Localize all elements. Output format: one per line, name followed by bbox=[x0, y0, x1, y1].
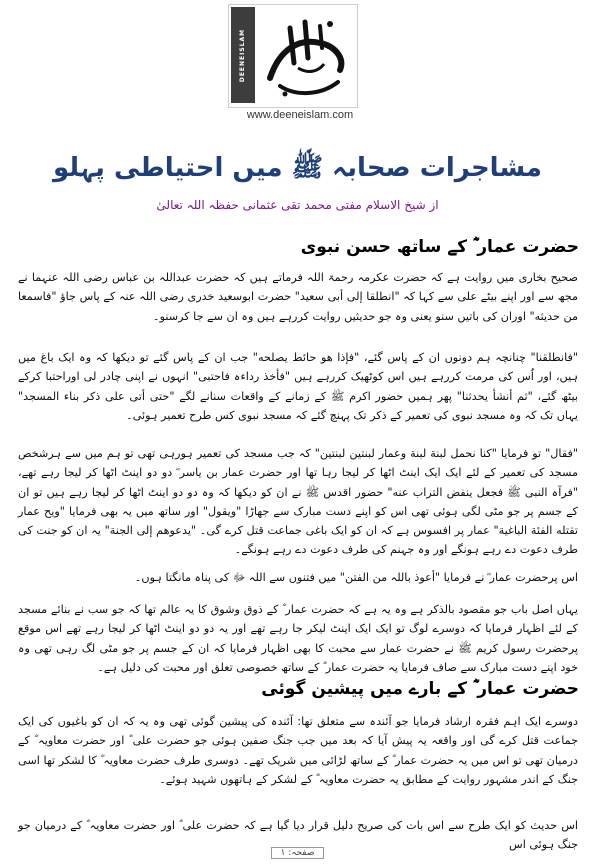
page-number bbox=[0, 848, 595, 858]
paragraph: صحیح بخاری میں روایت ہے کہ حضرت عکرمہ رحمۃ اللہ فرماتے ہیں کہ حضرت عبداللہ بن عباس رضی اللہ عنہما نے مجھ سے اور اپنے بیٹے علی سے کہا کہ "انطلقا إلی أبی سعید" حضرت ابوسعید خدری رضی اللہ عنہ کے پاس جاؤ "فاسمعا من حدیثه" اوران کی باتیں سنو یعنی وہ جو حدیثیں روایت کررہے ہیں وہ ان سے جا کرسنو۔ bbox=[18, 271, 578, 323]
logo-side-text: DEENEISLAM bbox=[239, 28, 247, 82]
section-heading-2: حضرت عمار ؓ کے بارے میں پیشین گوئی bbox=[261, 679, 579, 699]
paragraph: اس حدیث کو ایک طرح سے اس بات کی صریح دلیل قرار دیا گیا ہے کہ حضرت علی ؓ اور حضرت معاویہ ؓ کے درمیان جو جنگ ہوئی اس bbox=[18, 819, 578, 852]
logo-side-strip bbox=[231, 7, 255, 103]
site-url: www.deeneislam.com bbox=[246, 109, 354, 121]
article-title: مشاجرات صحابہ ﷺ میں احتیاطی پہلو bbox=[52, 153, 542, 183]
calligraphy-logo-icon bbox=[260, 8, 356, 102]
paragraph: "فقال" تو فرمایا "کنا نحمل لبنة لبنة وعمار لبنتین لبنتین" کہ جب مسجد کی تعمیر ہورہی تھی تو ہم میں سے ہرشخص مسجد کی تعمیر کے لئے ایک ایک اینٹ اٹھا کر لیجا رہا تھا اور حضرت عمار بن یاسر ؓ دو دو اینٹ اٹھا کر لیجا رہے تھے، "فرآہ النبی ﷺ فجعل ینفض التراب عنه" حضور اقدس ﷺ نے ان کو دیکھا کہ وہ دو دو اینٹ اٹھا کر لیجا رہے ہیں تو ان کے جسم پر جو مٹی لگی ہوئی تھی اس کو اپنے دست مبارک سے جھاڑا "ویقول" اور ساتھ میں یہ بھی فرمایا "ویح عمار تقتله الفئة الباغیة" عمار پر افسوس ہے کہ ان کو ایک باغی جماعت قتل کرے گی۔ "یدعوهم إلی الجنة" یہ ان کو جنت کی طرف دعوت دے رہے ہونگے اور وہ جہنم کی طرف دعوت دے رہے ہونگے۔ bbox=[18, 447, 578, 557]
paragraph: اس پرحضرت عمار ؓ نے فرمایا "أعوذ باللہ من الفتن" میں فتنوں سے اللہ ﷻ کی پناہ مانگتا ہوں۔ bbox=[134, 571, 578, 584]
site-logo bbox=[200, 2, 400, 122]
paragraph: "فانطلقنا" چنانچہ ہم دونوں ان کے پاس گئے، "فإذا هو حائط یصلحه" جب ان کے پاس گئے تو دیکھا کہ وہ ایک باغ میں ہیں، اور اُس کی مرمت کررہے ہیں اس کوٹھیک کررہے ہیں "فأخذ رداءہ فاحتبی" انہوں نے اپنی چادر لی اوراحتبا کرکے بیٹھ گئے، "ثم أنشأ یحدثنا" پھر ہمیں حضور اکرم ﷺ کے زمانے کے واقعات سنانے لگے "حتی أتی علی ذکر بناء المسجد" یہاں تک کہ وہ مسجد نبوی کی تعمیر کے ذکر تک پہنچ گئے کہ مسجد نبوی کس طرح تعمیر ہوئی۔ bbox=[18, 351, 578, 422]
paragraph: دوسرے ایک اہم فقرہ ارشاد فرمایا جو آئندہ سے متعلق تھا: آئندہ کی پیشین گوئی تھی وہ یہ کہ ان کو باغیوں کی ایک جماعت قتل کرے گی اور واقعہ یہ پیش آیا کہ بعد میں جب جنگ صفین ہوئی جو حضرت علی ؓ اور حضرت معاویہ ؓ کے درمیان تھی تو اس میں یہ حضرت عمار ؓ کے ساتھ لڑائی میں شریک تھے۔ دوسری طرف حضرت معاویہ ؓ کا لشکر تھا اسی جنگ کے اندر مشہور روایت کے مطابق یہ حضرت معاویہ ؓ کے لشکر کے ہاتھوں شہید ہوئے۔ bbox=[18, 715, 578, 786]
page-number-label: صفحہ: ۱ bbox=[271, 847, 323, 859]
article-author: از شیخ الاسلام مفتی محمد تقی عثمانی حفظہ اللہ تعالیٰ bbox=[156, 198, 439, 212]
paragraph: یہاں اصل باب جو مقصود بالذکر ہے وہ یہ ہے کہ حضرت عمار ؓ کے ذوق وشوق کا یہ عالم تھا کہ جو سب نے بنائے مسجد کے لئے اظہار فرمایا کہ دوسرے لوگ تو ایک ایک اینٹ لیکر جا رہے تھے اور یہ دو دو اینٹ اٹھا کر لیجا رہے تھے اس موقع پرحضرت رسول کریم ﷺ نے حضرت عمار سے محبت کا بھی اظہار فرمایا کہ ان کے جسم پر جو مٹی لگ رہی تھی وہ خود اپنے دست مبارک سے صاف فرمایا یہ حضرت عمار ؓ کے ساتھ خصوصی تعلق اور محبت کی دلیل ہے۔ bbox=[18, 603, 578, 674]
section-heading-1: حضرت عمار ؓ کے ساتھ حسن نبوی bbox=[300, 237, 579, 257]
